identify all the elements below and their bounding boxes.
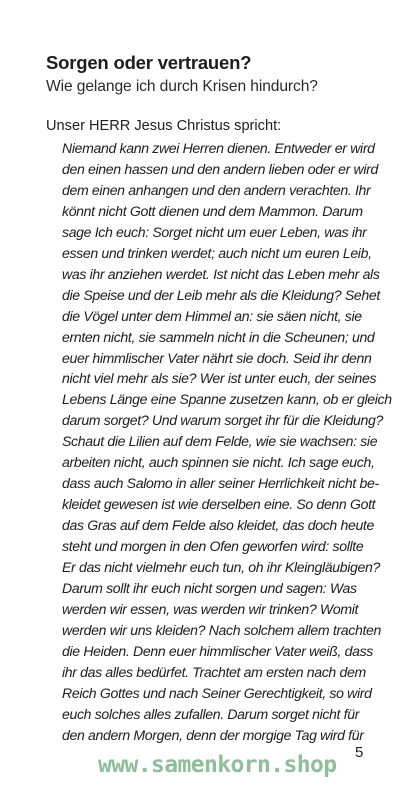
page-title: Sorgen oder vertrauen? bbox=[46, 52, 252, 73]
quote-line: Er das nicht vielmehr euch tun, oh ihr Kleingläubigen? bbox=[62, 559, 380, 576]
quote-line: das Gras auf dem Felde also kleidet, das doch heute bbox=[62, 517, 374, 534]
quote-line: euch solches alles zufallen. Darum sorget nicht für bbox=[62, 705, 360, 722]
quote-line: essen und trinken werdet; auch nicht um euren Leib, bbox=[62, 244, 372, 261]
quote-line: Schaut die Lilien auf dem Felde, wie sie wachsen: sie bbox=[62, 433, 378, 450]
quote-line: nicht viel mehr als sie? Wer ist unter euch, der seines bbox=[62, 370, 377, 387]
page-subtitle: Wie gelange ich durch Krisen hindurch? bbox=[46, 78, 318, 95]
quote-line: sage Ich euch: Sorget nicht um euer Leben, was ihr bbox=[62, 223, 367, 240]
quote-line: Niemand kann zwei Herren dienen. Entweder er wird bbox=[62, 140, 375, 156]
quote-line: werden wir essen, was werden wir trinken? Womit bbox=[62, 600, 359, 617]
quote-line: ernten nicht, sie sammeln nicht in die Scheunen; und bbox=[62, 328, 375, 345]
quote-line: euer himmlischer Vater nährt sie doch. Seid ihr denn bbox=[62, 349, 372, 366]
quote-line: steht und morgen in den Ofen geworfen wird: sollte bbox=[62, 538, 364, 555]
quote-line: Reich Gottes und nach Seiner Gerechtigkeit, so wird bbox=[62, 684, 372, 701]
quote-line: darum sorget? Und warum sorget ihr für die Kleidung? bbox=[62, 412, 384, 429]
quote-line: Darum sollt ihr euch nicht sorgen und sagen: Was bbox=[62, 580, 357, 597]
quote-line: kleidet gewesen ist wie derselben eine. So denn Gott bbox=[62, 496, 376, 513]
quote-line: den andern Morgen, denn der morgige Tag wird für bbox=[62, 726, 364, 743]
quote-line: den einen hassen und den andern lieben oder er wird bbox=[62, 160, 378, 177]
intro-line: Unser HERR Jesus Christus spricht: bbox=[46, 118, 282, 134]
quote-line: dem einen anhangen und den andern verachten. Ihr bbox=[62, 181, 371, 198]
quote-line: werden wir uns kleiden? Nach solchem allem trachten bbox=[62, 621, 381, 638]
watermark: www.samenkorn.shop bbox=[98, 752, 337, 778]
quote-line: Lebens Länge eine Spanne zusetzen kann, ob er gleich bbox=[62, 391, 392, 408]
quote-line: dass auch Salomo in aller seiner Herrlichkeit nicht be- bbox=[62, 475, 379, 492]
page-number: 5 bbox=[355, 744, 364, 761]
quote-line: die Speise und der Leib mehr als die Kleidung? Sehet bbox=[62, 286, 380, 303]
quote-line: die Vögel unter dem Himmel an: sie säen nicht, sie bbox=[62, 307, 362, 324]
quote-line: arbeiten nicht, auch spinnen sie nicht. Ich sage euch, bbox=[62, 454, 375, 471]
quote-line: was ihr anziehen werdet. Ist nicht das Leben mehr als bbox=[62, 265, 380, 282]
quote-line: ihr das alles bedürfet. Trachtet am ersten nach dem bbox=[62, 663, 366, 680]
scripture-quote bbox=[62, 138, 392, 746]
quote-line: die Heiden. Denn euer himmlischer Vater weiß, dass bbox=[62, 642, 373, 659]
quote-line: könnt nicht Gott dienen und dem Mammon. Darum bbox=[62, 202, 363, 219]
